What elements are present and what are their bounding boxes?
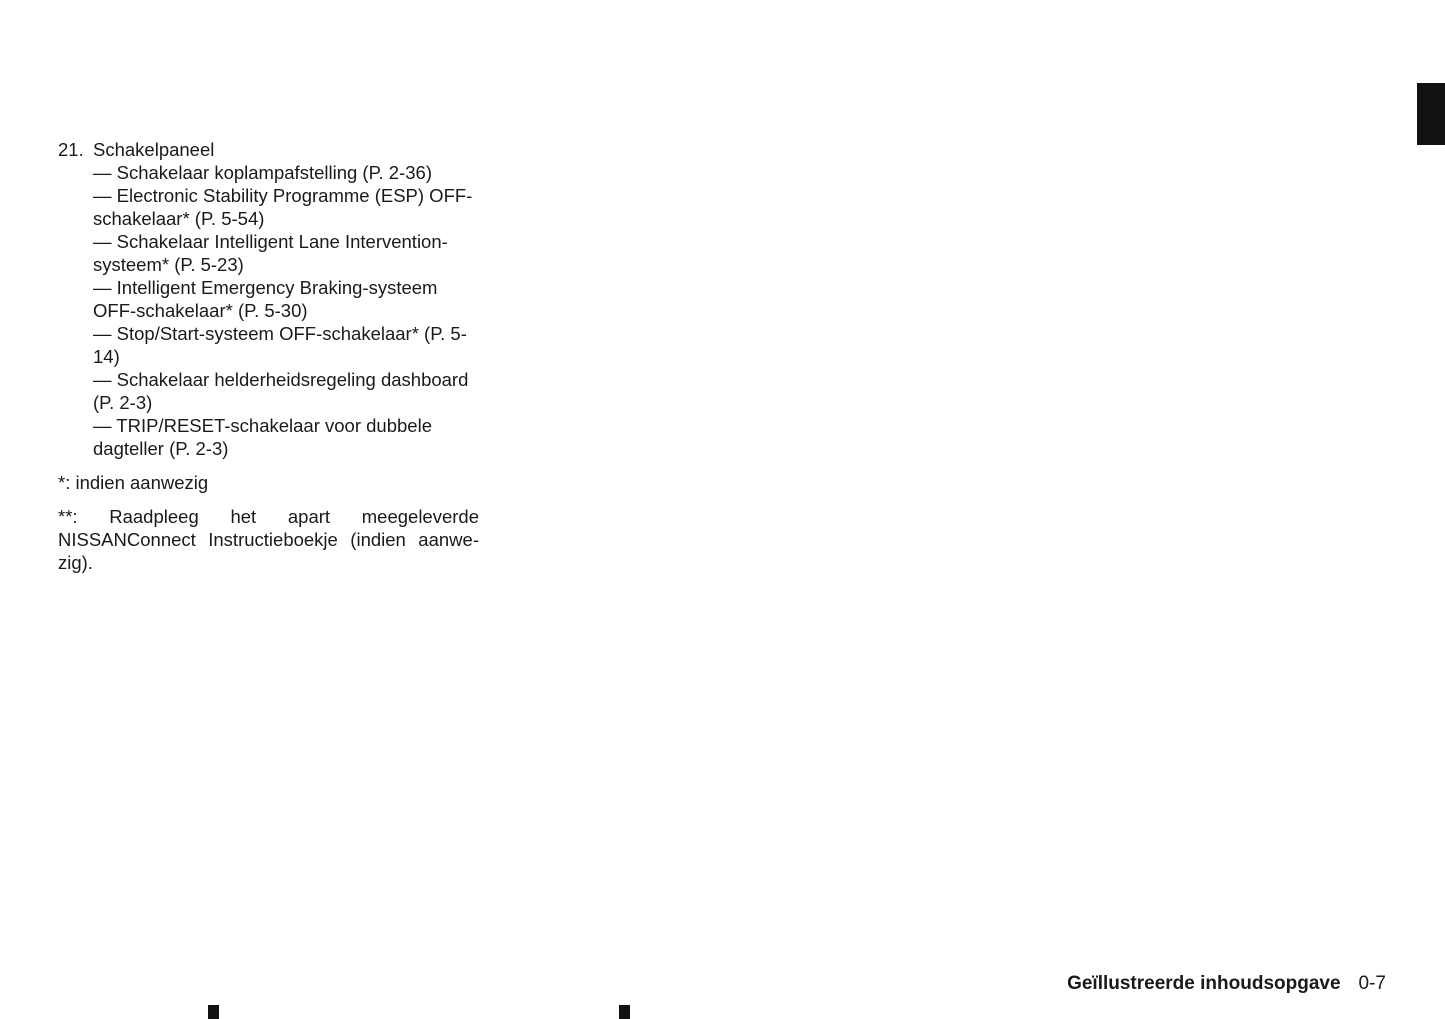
- entry-headlamp-aiming: — Schakelaar koplampafstelling (P. 2-36): [93, 162, 432, 183]
- list-item-21: [58, 138, 479, 460]
- list-item-title: Schakelpaneel: [93, 139, 215, 160]
- section-thumb-tab: [1417, 83, 1445, 145]
- list-item-number: 21.: [58, 139, 84, 160]
- note-optional: *: indien aanwezig: [58, 472, 209, 493]
- footer-section-title: Geïllustreerde inhoudsopgave: [1067, 973, 1341, 994]
- entry-lane-intervention-switch: — Schakelaar Intelligent Lane Intervention-systeem* (P. 5-23): [93, 231, 448, 275]
- entry-emergency-braking-switch: — Intelligent Emergency Braking-systeem OFF-schakelaar* (P. 5-30): [93, 277, 438, 321]
- note-nissanconnect: **: Raadpleeg het apart meegeleverde NISSANConnect Instructieboekje (indien aanwe-zig).: [58, 506, 479, 573]
- entry-dashboard-brightness-switch: — Schakelaar helderheidsregeling dashboard (P. 2-3): [93, 369, 469, 413]
- footer-page-number: 0-7: [1358, 973, 1386, 994]
- crop-mark-middle: [619, 1005, 630, 1019]
- list-item-body: [93, 138, 479, 460]
- crop-mark-left: [208, 1005, 219, 1019]
- entry-stop-start-switch: — Stop/Start-systeem OFF-schakelaar* (P. 5-14): [93, 323, 467, 367]
- page-footer: [1067, 972, 1386, 996]
- page-content: [58, 138, 479, 574]
- entry-trip-reset-switch: — TRIP/RESET-schakelaar voor dubbele dagteller (P. 2-3): [93, 415, 432, 459]
- entry-esp-off-switch: — Electronic Stability Programme (ESP) OFF-schakelaar* (P. 5-54): [93, 185, 473, 229]
